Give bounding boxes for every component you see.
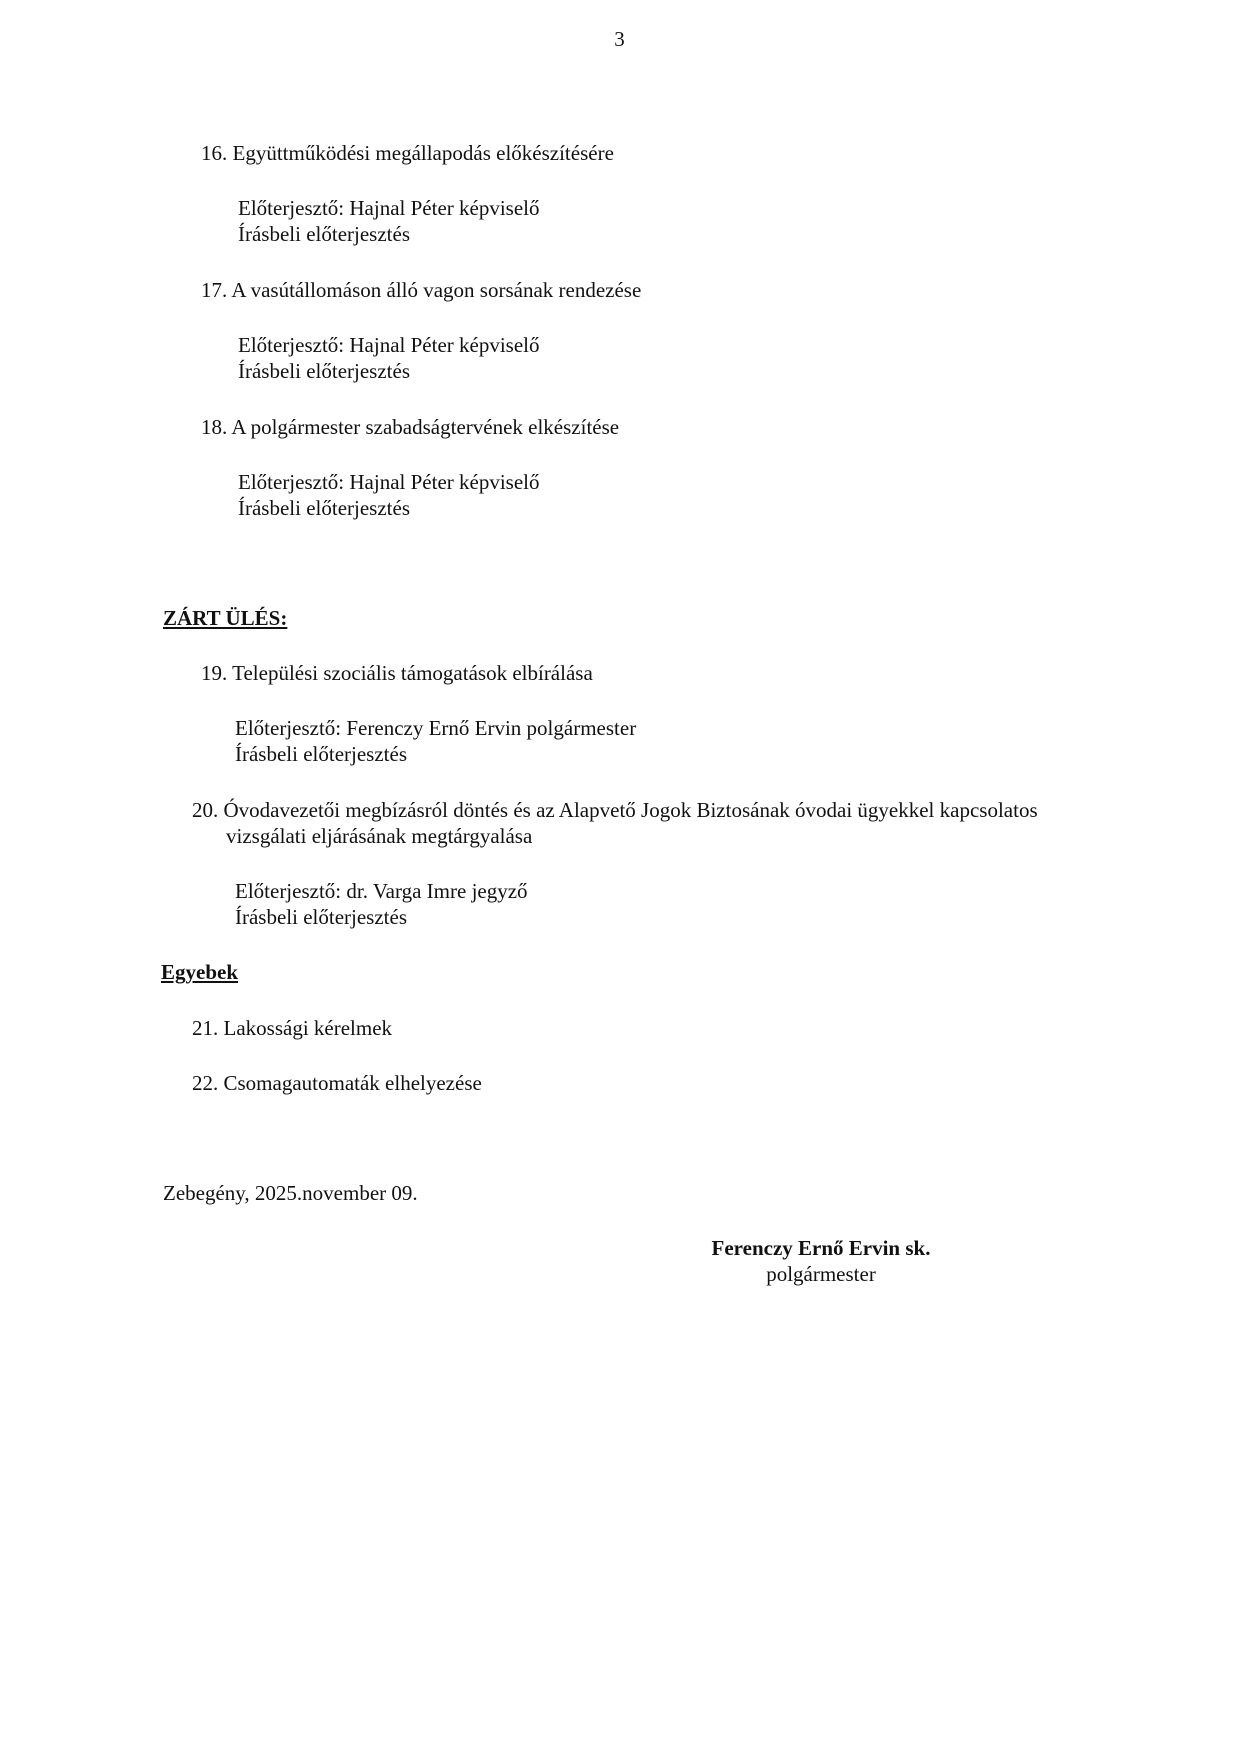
page-number: 3 <box>614 27 625 51</box>
signer-name: Ferenczy Ernő Ervin sk. <box>711 1236 931 1260</box>
presenter: Előterjesztő: Ferenczy Ernő Ervin polgármester <box>235 716 637 740</box>
agenda-item-text: A polgármester szabadságtervének elkészítése <box>231 415 620 439</box>
agenda-item-number: 16. <box>201 141 228 165</box>
submission-form: Írásbeli előterjesztés <box>238 496 410 520</box>
presenter: Előterjesztő: Hajnal Péter képviselő <box>238 470 540 494</box>
agenda-item-title <box>192 1015 392 1041</box>
presenter: Előterjesztő: dr. Varga Imre jegyző <box>235 879 528 903</box>
signer-title: polgármester <box>766 1262 876 1286</box>
agenda-item-number: 20. <box>192 798 219 822</box>
agenda-item-title <box>192 797 1038 823</box>
agenda-item-title <box>201 660 593 686</box>
agenda-item-text: Együttműködési megállapodás előkészítésére <box>232 141 614 165</box>
agenda-item-text: Óvodavezetői megbízásról döntés és az Alapvető Jogok Biztosának óvodai ügyekkel kapcsolatos <box>223 798 1038 822</box>
agenda-item-details <box>238 469 540 521</box>
agenda-item-text: Lakossági kérelmek <box>223 1016 393 1040</box>
agenda-item-number: 19. <box>201 661 228 685</box>
agenda-item-text: Települési szociális támogatások elbírálása <box>232 661 593 685</box>
agenda-item-details <box>238 195 540 247</box>
agenda-item-title <box>192 1070 482 1096</box>
agenda-item-text: Csomagautomaták elhelyezése <box>223 1071 482 1095</box>
agenda-item-number: 17. <box>201 278 228 302</box>
agenda-item-number: 18. <box>201 415 228 439</box>
agenda-item-text-continued: vizsgálati eljárásának megtárgyalása <box>226 824 533 848</box>
agenda-item-number: 21. <box>192 1016 219 1040</box>
signature-block <box>706 1235 936 1287</box>
agenda-item-details <box>235 878 528 930</box>
presenter: Előterjesztő: Hajnal Péter képviselő <box>238 196 540 220</box>
agenda-item-details <box>235 715 636 767</box>
agenda-item-number: 22. <box>192 1071 219 1095</box>
submission-form: Írásbeli előterjesztés <box>238 359 410 383</box>
agenda-item-details <box>238 332 540 384</box>
agenda-item-title <box>201 414 619 440</box>
submission-form: Írásbeli előterjesztés <box>238 222 410 246</box>
agenda-item-title <box>201 277 641 303</box>
place-date: Zebegény, 2025.november 09. <box>163 1181 418 1205</box>
agenda-item-title <box>201 140 614 166</box>
agenda-item-text: A vasútállomáson álló vagon sorsának rendezése <box>231 278 642 302</box>
submission-form: Írásbeli előterjesztés <box>235 905 407 929</box>
other-heading: Egyebek <box>161 960 239 984</box>
submission-form: Írásbeli előterjesztés <box>235 742 407 766</box>
presenter: Előterjesztő: Hajnal Péter képviselő <box>238 333 540 357</box>
closed-session-heading: ZÁRT ÜLÉS: <box>163 606 288 630</box>
